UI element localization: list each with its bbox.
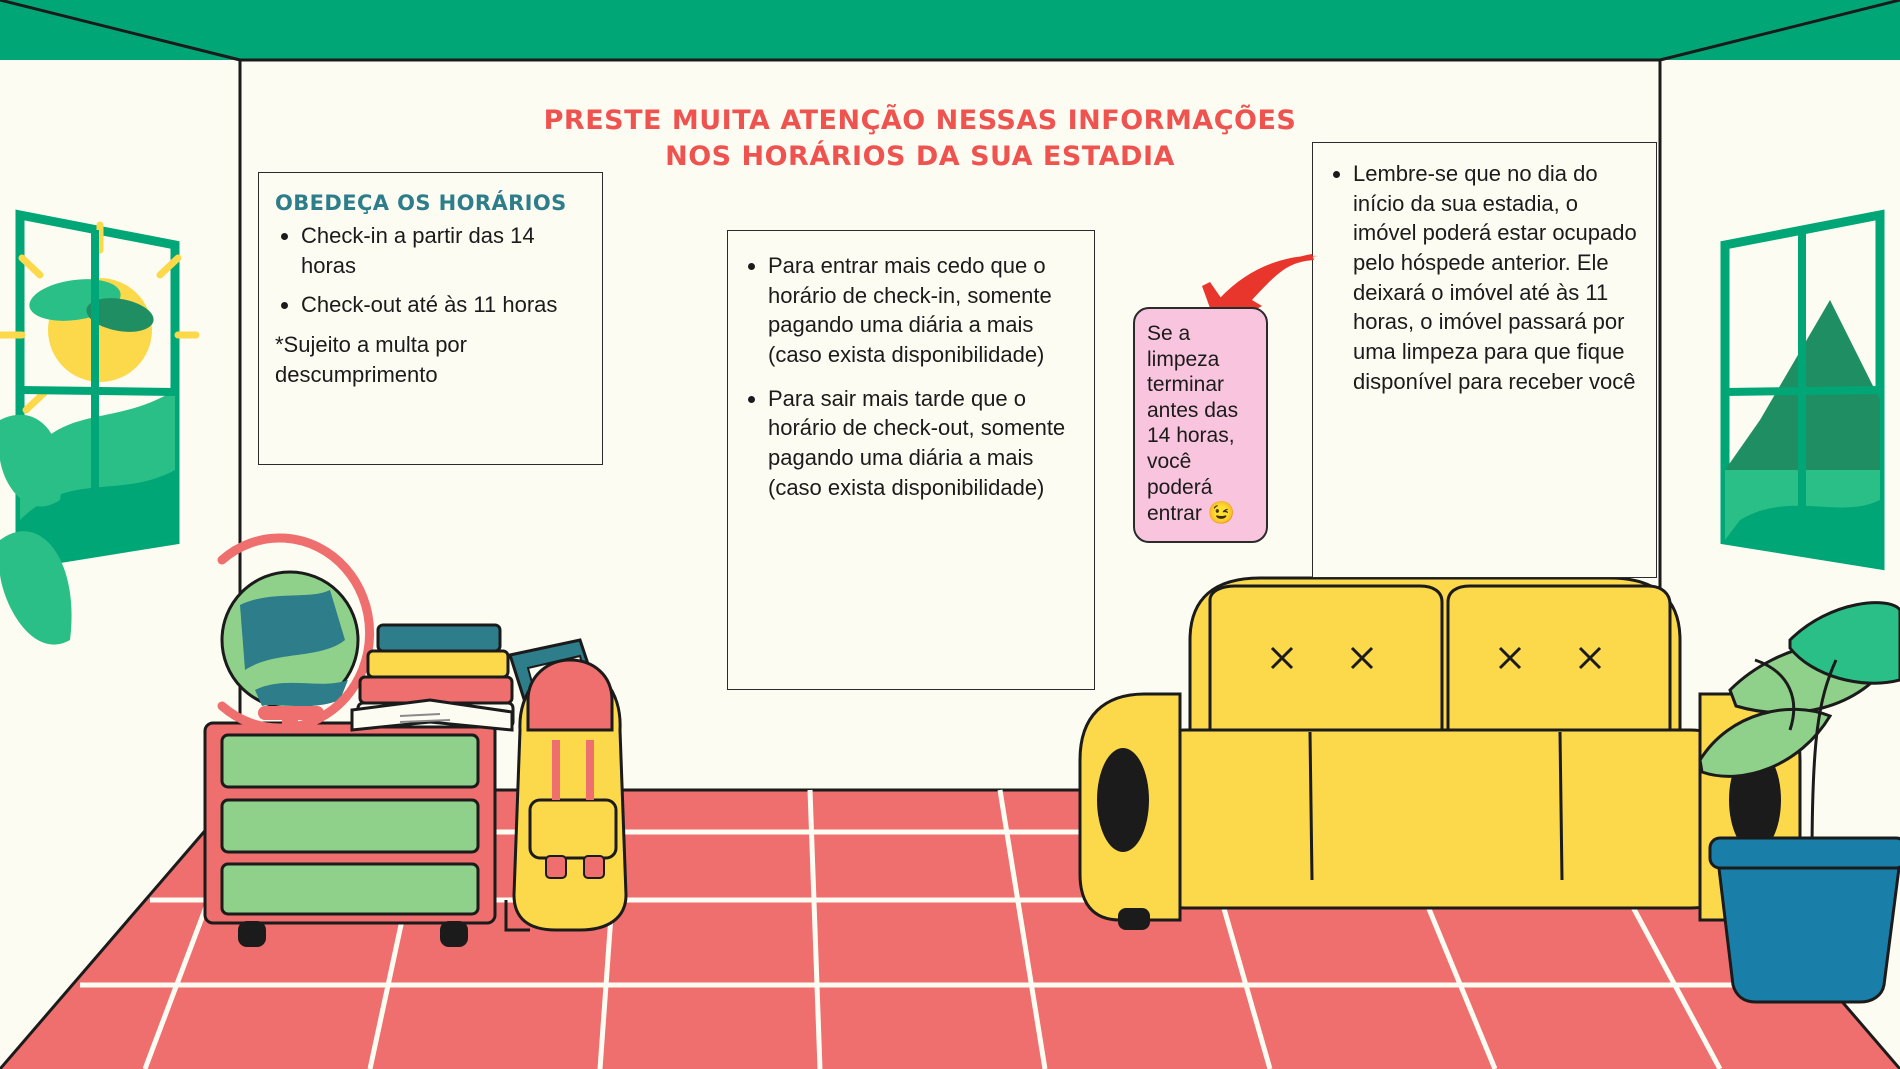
backpack — [506, 660, 626, 930]
callout-cleaning-note — [1133, 307, 1268, 543]
list-item: • Para entrar mais cedo que o horário de check-in, somente pagando uma diária a mais (caso exista disponibilidade) — [768, 251, 1078, 370]
panel-middle-list — [742, 251, 1078, 503]
title-line-2: NOS HORÁRIOS DA SUA ESTADIA — [665, 141, 1175, 173]
list-item: • Check-in a partir das 14 horas — [301, 221, 586, 280]
page-title — [540, 103, 1300, 176]
list-item: • Lembre-se que no dia do início da sua estadia, o imóvel poderá estar ocupado pelo hóspede anterior. Ele deixará o imóvel até às 11 horas, o imóvel passará por uma limpeza para que fique disponível para receber você — [1353, 159, 1642, 397]
panel-left-list — [275, 221, 586, 320]
ceiling — [0, 0, 1900, 60]
panel-previous-guest-info — [1312, 142, 1657, 578]
panel-right-list — [1327, 159, 1642, 397]
panel-early-late-rules — [727, 230, 1095, 690]
panel-left-heading: OBEDEÇA OS HORÁRIOS — [275, 191, 567, 215]
callout-text: Se a limpeza terminar antes das 14 horas, você poderá entrar — [1147, 322, 1239, 526]
title-line-1: PRESTE MUITA ATENÇÃO NESSAS INFORMAÇÕES — [543, 105, 1297, 136]
list-item: • Check-out até às 11 horas — [301, 290, 586, 320]
right-window — [1725, 215, 1880, 565]
list-item: • Para sair mais tarde que o horário de check-out, somente pagando uma diária a mais (caso exista disponibilidade) — [768, 384, 1078, 503]
panel-left-note: *Sujeito a multa por descumprimento — [275, 332, 467, 387]
dresser — [205, 723, 495, 947]
wink-emoji-icon: 😉 — [1207, 500, 1236, 526]
panel-schedule-rules — [258, 172, 603, 465]
